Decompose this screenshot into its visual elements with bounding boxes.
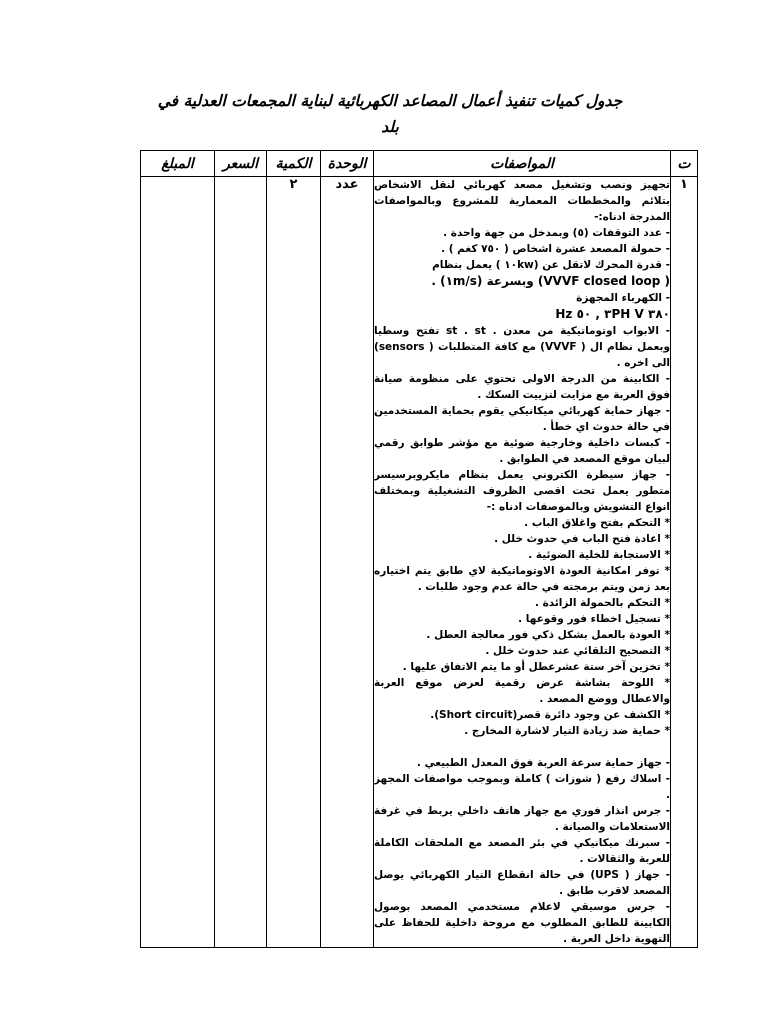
spec-line: - الكابينة من الدرجة الاولى تحتوي على منظومة صيانة فوق العربة مع مزايت لتزييت السكك . (374, 373, 670, 401)
table-header-row (141, 151, 698, 177)
spec-line: - حمولة المصعد عشرة اشخاص ( ٧٥٠ كغم ) . (441, 243, 670, 255)
spec-line: - الابواب اوتوماتيكية من معدن . st . st تفتح وسطيا وبعمل نظام ال ( VVVF) مع كافة المتطلبات ( sensors) الى اخره . (374, 325, 670, 369)
spec-line: * حماية ضد زيادة التيار لاشارة المخارج . (464, 725, 670, 737)
spec-line: - جهاز سيطرة الكتروني يعمل بنظام مايكروبرسيسر متطور يعمل تحت اقصى الظروف التشغيلية وبمختلف انواع التشويش وبالموصفات ادناه :- (374, 469, 670, 513)
spec-line: * التصحيح التلقائي عند حدوث خلل . (485, 645, 670, 657)
specifications-cell (374, 177, 671, 948)
spec-line: * التحكم بالحمولة الزائدة . (534, 597, 670, 609)
spec-line: * العودة بالعمل بشكل ذكي فور معالجة العطل . (426, 629, 670, 641)
spec-line: - جرس موسيقي لاعلام مستخدمي المصعد بوصول الكابينة للطابق المطلوب مع مروحة داخلية للحفاظ على التهوية داخل العربة . (374, 901, 670, 945)
spec-line (374, 739, 670, 755)
document-title (150, 88, 630, 140)
spec-line: - قدرة المحرك لاتقل عن (١٠kw ) يعمل بنظام (432, 259, 670, 271)
spec-line: * تخزين آخر ستة عشرعطل أو ما يتم الاتفاق عليها . (402, 661, 670, 673)
header-spec: المواصفات (374, 151, 671, 177)
spec-line: * الاستجابة للخلية الضوئية . (528, 549, 670, 561)
row-number: ١ (671, 177, 698, 948)
header-qty: الكمية (267, 151, 321, 177)
spec-line: - جهاز حماية كهربائي ميكانيكي يقوم بحماية المستخدمين في حالة حدوث اي خطأ . (374, 405, 670, 433)
header-unit: الوحدة (321, 151, 374, 177)
unit-cell: عدد (321, 177, 374, 948)
spec-line: * اعادة فتح الباب في حدوث خلل . (494, 533, 670, 545)
spec-line: - جهاز حماية سرعة العربة فوق المعدل الطبيعي . (416, 757, 670, 769)
spec-line: * التحكم بفتح واغلاق الباب . (524, 517, 670, 529)
spec-line: ( VVVF closed loop) وبسرعة (١m/s) . (431, 274, 670, 288)
table-row (141, 177, 698, 948)
price-cell (215, 177, 267, 948)
spec-line: - جهاز ( UPS) في حالة انقطاع التيار الكهربائي يوصل المصعد لاقرب طابق . (374, 869, 670, 897)
spec-line: تجهيز ونصب وتشغيل مصعد كهربائي لنقل الاشخاص بتلائم والمخططات المعمارية للمشروع وبالمواصفات المدرجة ادناه:- (374, 179, 670, 223)
spec-line: * تسجيل اخطاء فور وقوعها . (518, 613, 670, 625)
bill-of-quantities-table (140, 150, 698, 948)
spec-line: * اللوحة بشاشة عرض رقمية لعرض موقع العربة والاعطال ووضع المصعد . (374, 677, 670, 705)
spec-line: - عدد التوقفات (٥) وبمدخل من جهة واحدة . (443, 227, 670, 239)
spec-line: - اسلاك رفع ( شوزات ) كاملة وبموجب مواصفات المجهز . (374, 773, 670, 801)
spec-line: * توفر امكانية العودة الاوتوماتيكية لاي طابق يتم اختياره بعد زمن ويتم برمجته في حالة عدم وجود طلبات . (374, 565, 670, 593)
quantity-cell: ٢ (267, 177, 321, 948)
spec-line: ٣٨٠ V ٣PH , ٥٠ Hz (555, 307, 670, 321)
header-price: السعر (215, 151, 267, 177)
spec-line: - الكهرباء المجهزة (576, 292, 670, 304)
title-line-2: بلد (381, 118, 399, 136)
title-line-1: جدول كميات تنفيذ أعمال المصاعد الكهربائية لبناية المجمعات العدلية في (157, 92, 623, 110)
header-no: ت (671, 151, 698, 177)
spec-line: - كبسات داخلية وخارجية ضوئية مع مؤشر طوابق رقمي لبيان موقع المصعد في الطوابق . (374, 437, 670, 465)
spec-line: - سبرنك ميكانيكي في بئر المصعد مع الملحقات الكاملة للعربة والثقالات . (374, 837, 670, 865)
header-amount: المبلغ (141, 151, 215, 177)
spec-line: * الكشف عن وجود دائرة قصر(Short circuit). (430, 709, 670, 721)
spec-line: - جرس انذار فوري مع جهاز هاتف داخلي يربط في غرفة الاستعلامات والصيانة . (374, 805, 670, 833)
amount-cell (141, 177, 215, 948)
